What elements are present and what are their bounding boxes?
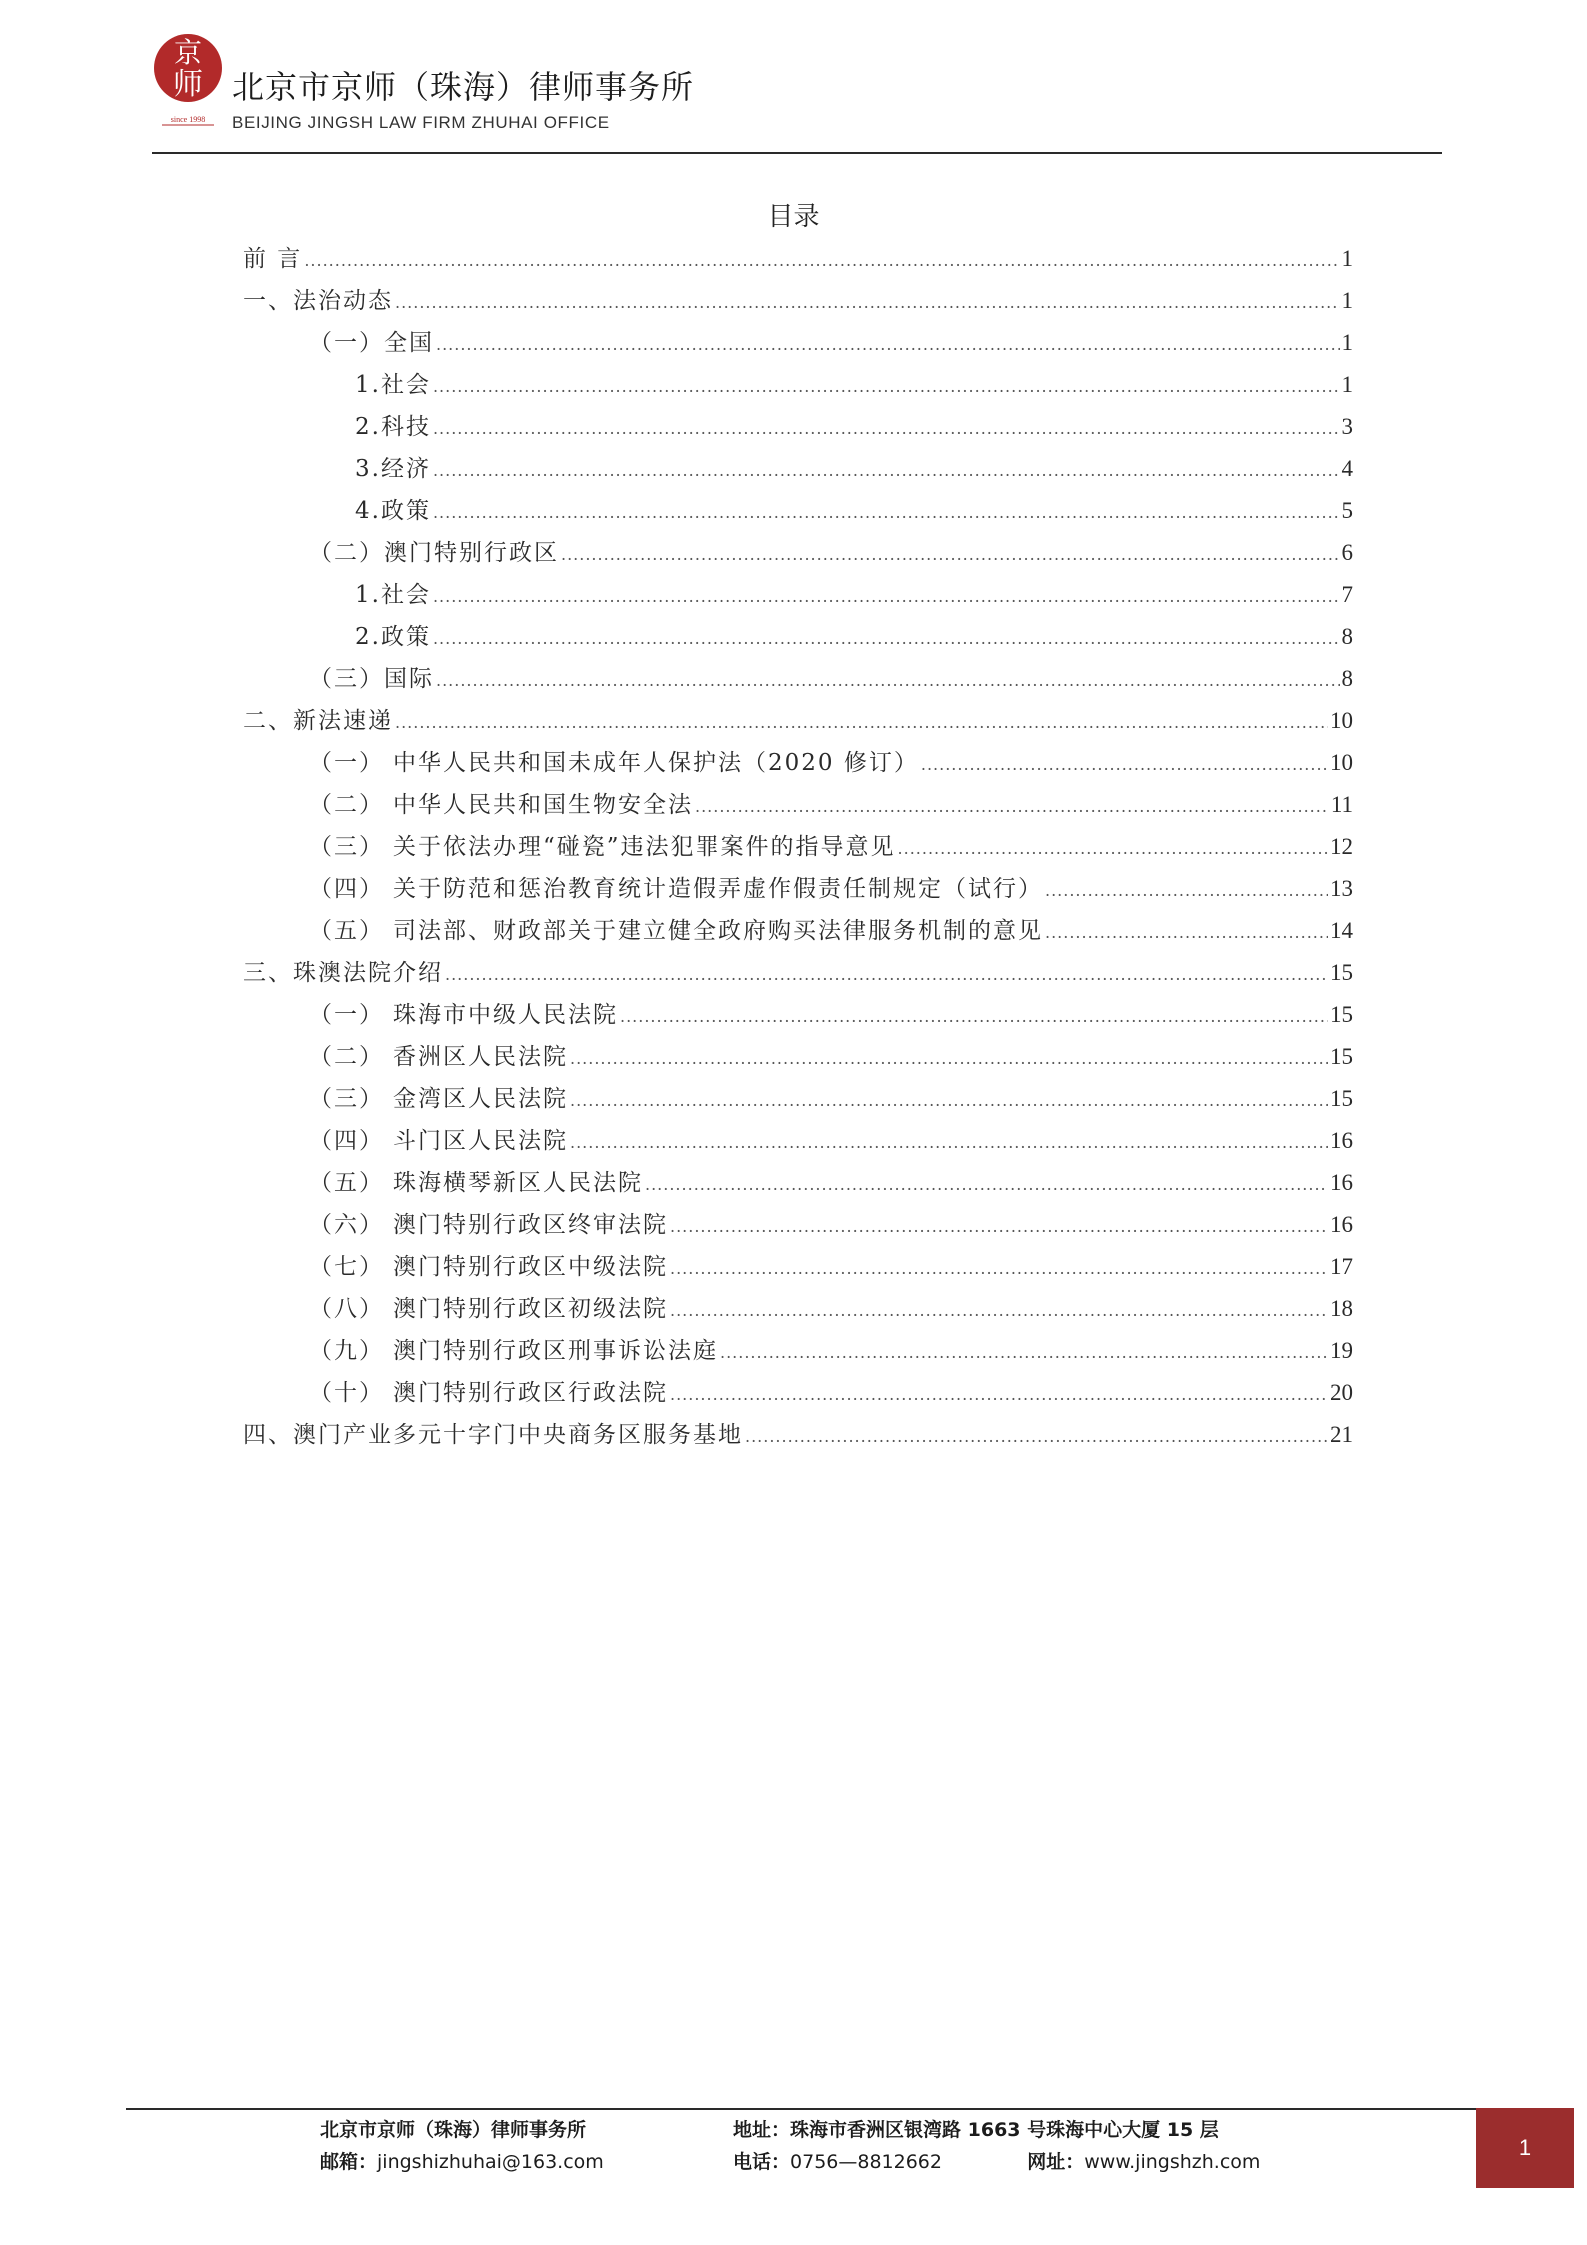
toc-entry-page: 1 [1341,330,1353,355]
toc-entry-label: 2.科技 [355,414,431,440]
toc-entry-number: （二） [309,1044,384,1070]
toc-dot-leader [570,1122,1328,1164]
footer-address-line [733,2114,1260,2146]
table-of-contents [243,238,1353,1456]
page-number: 1 [1518,2135,1532,2160]
footer-divider [126,2108,1476,2110]
toc-entry-page: 3 [1341,414,1353,439]
toc-dot-leader [304,240,1339,282]
toc-entry[interactable] [243,1162,1353,1204]
toc-entry-label: 前 言 [243,246,303,272]
footer-phone: 0756—8812662 [790,2151,942,2173]
toc-entry-label: （三）国际 [309,666,434,692]
toc-entry-page: 15 [1330,1002,1353,1027]
toc-entry-number: （七） [309,1254,384,1280]
toc-entry[interactable] [243,322,1353,364]
footer-firm-name: 北京市京师（珠海）律师事务所 [320,2119,587,2141]
toc-entry-label: 澳门特别行政区初级法院 [393,1296,668,1322]
toc-entry[interactable] [243,280,1353,322]
logo-since: since 1998 [170,115,206,124]
firm-name-en: BEIJING JINGSH LAW FIRM ZHUHAI OFFICE [232,113,610,132]
toc-dot-leader [670,1248,1328,1290]
toc-entry-number: （六） [309,1212,384,1238]
toc-dot-leader [433,618,1340,660]
toc-entry[interactable] [243,490,1353,532]
toc-dot-leader [433,408,1340,450]
toc-entry[interactable] [243,1288,1353,1330]
toc-entry-page: 15 [1330,960,1353,985]
toc-entry-number: （五） [309,1170,384,1196]
toc-entry-page: 15 [1330,1086,1353,1111]
toc-entry-label: 1.社会 [355,372,431,398]
toc-dot-leader [570,1038,1328,1080]
toc-entry[interactable] [243,1372,1353,1414]
toc-entry-label: 香洲区人民法院 [393,1044,568,1070]
toc-entry[interactable] [243,448,1353,490]
toc-dot-leader [1045,912,1328,954]
toc-dot-leader [436,324,1340,366]
toc-entry[interactable] [243,1078,1353,1120]
toc-entry-page: 16 [1330,1170,1353,1195]
toc-dot-leader [433,450,1340,492]
toc-dot-leader [745,1416,1328,1458]
footer-email-line [320,2146,604,2178]
toc-entry[interactable] [243,700,1353,742]
toc-entry-number: （三） [309,1086,384,1112]
toc-entry-page: 8 [1341,666,1353,691]
toc-dot-leader [670,1290,1328,1332]
toc-entry[interactable] [243,1120,1353,1162]
toc-dot-leader [445,954,1328,996]
toc-entry-label: （二）澳门特别行政区 [309,540,559,566]
toc-entry-page: 1 [1341,246,1353,271]
footer-left [320,2114,604,2178]
toc-entry-number: （一） [309,1002,384,1028]
toc-dot-leader [395,702,1328,744]
footer-address-label: 地址： [733,2119,791,2141]
toc-entry-page: 19 [1330,1338,1353,1363]
toc-entry[interactable] [243,910,1353,952]
toc-entry[interactable] [243,1330,1353,1372]
footer-email[interactable]: jingshizhuhai@163.com [377,2151,604,2173]
page-number-box [1476,2108,1574,2188]
toc-entry-number: （八） [309,1296,384,1322]
toc-entry-label: 中华人民共和国未成年人保护法（2020 修订） [393,750,919,776]
toc-dot-leader [1045,870,1328,912]
toc-entry-label: 珠海横琴新区人民法院 [393,1170,643,1196]
toc-entry[interactable] [243,1414,1353,1456]
toc-entry-number: （十） [309,1380,384,1406]
toc-entry-page: 16 [1330,1128,1353,1153]
toc-entry[interactable] [243,826,1353,868]
toc-entry-number: （三） [309,834,384,860]
toc-entry-page: 21 [1330,1422,1353,1447]
toc-entry-label: 二、新法速递 [243,708,393,734]
footer-right [733,2114,1260,2178]
footer-phone-label: 电话： [733,2151,791,2173]
toc-dot-leader [433,366,1340,408]
footer-contact-line [733,2146,1260,2178]
toc-entry-label: 2.政策 [355,624,431,650]
toc-dot-leader [561,534,1340,576]
toc-entry-page: 20 [1330,1380,1353,1405]
footer-website[interactable]: www.jingshzh.com [1084,2151,1261,2173]
toc-entry[interactable] [243,952,1353,994]
toc-dot-leader [670,1374,1328,1416]
toc-entry-label: 三、珠澳法院介绍 [243,960,443,986]
toc-entry-number: （五） [309,918,384,944]
toc-entry-number: （九） [309,1338,384,1364]
toc-entry[interactable] [243,1204,1353,1246]
toc-entry-label: （一）全国 [309,330,434,356]
toc-dot-leader [620,996,1328,1038]
toc-entry-label: 关于防范和惩治教育统计造假弄虚作假责任制规定（试行） [393,876,1043,902]
toc-entry-page: 7 [1341,582,1353,607]
toc-entry-label: 司法部、财政部关于建立健全政府购买法律服务机制的意见 [393,918,1043,944]
toc-dot-leader [645,1164,1328,1206]
toc-entry[interactable] [243,784,1353,826]
toc-entry-page: 5 [1341,498,1353,523]
toc-entry-page: 10 [1330,708,1353,733]
toc-dot-leader [433,492,1340,534]
toc-entry[interactable] [243,868,1353,910]
toc-entry-page: 4 [1341,456,1353,481]
toc-entry-label: 一、法治动态 [243,288,393,314]
header-divider [152,152,1442,154]
firm-logo [152,28,224,132]
toc-entry[interactable] [243,574,1353,616]
toc-entry-number: （一） [309,750,384,776]
toc-entry-label: 4.政策 [355,498,431,524]
toc-entry-label: 金湾区人民法院 [393,1086,568,1112]
toc-entry-page: 11 [1330,792,1353,817]
toc-entry[interactable] [243,1246,1353,1288]
toc-entry-label: 澳门特别行政区行政法院 [393,1380,668,1406]
toc-dot-leader [898,828,1328,870]
toc-entry-label: 3.经济 [355,456,431,482]
toc-entry-page: 8 [1341,624,1353,649]
toc-dot-leader [921,744,1328,786]
firm-name-block [232,62,694,133]
toc-entry-page: 15 [1330,1044,1353,1069]
toc-entry-page: 12 [1330,834,1353,859]
toc-entry[interactable] [243,658,1353,700]
toc-entry-page: 1 [1341,372,1353,397]
toc-entry-label: 珠海市中级人民法院 [393,1002,618,1028]
firm-name-cn: 北京市京师（珠海）律师事务所 [232,68,695,106]
toc-entry-page: 10 [1330,750,1353,775]
toc-entry[interactable] [243,742,1353,784]
toc-entry-label: 澳门特别行政区刑事诉讼法庭 [393,1338,718,1364]
footer-website-label: 网址： [1027,2151,1085,2173]
logo-glyph-top: 京 [173,36,203,69]
toc-entry-page: 13 [1330,876,1353,901]
toc-entry[interactable] [243,406,1353,448]
toc-entry-label: 四、澳门产业多元十字门中央商务区服务基地 [243,1422,743,1448]
page-header [152,28,1442,154]
toc-entry-number: （二） [309,792,384,818]
toc-entry-page: 6 [1341,540,1353,565]
footer-email-label: 邮箱： [320,2151,378,2173]
toc-dot-leader [695,786,1329,828]
toc-dot-leader [570,1080,1328,1122]
toc-entry-page: 17 [1330,1254,1353,1279]
toc-entry[interactable] [243,994,1353,1036]
toc-dot-leader [436,660,1340,702]
toc-entry-label: 1.社会 [355,582,431,608]
toc-entry[interactable] [243,616,1353,658]
toc-entry-label: 关于依法办理“碰瓷”违法犯罪案件的指导意见 [393,834,896,860]
toc-entry-page: 18 [1330,1296,1353,1321]
toc-entry-label: 澳门特别行政区终审法院 [393,1212,668,1238]
toc-entry-number: （四） [309,876,384,902]
toc-entry[interactable] [243,364,1353,406]
toc-entry[interactable] [243,1036,1353,1078]
toc-entry[interactable] [243,238,1353,280]
toc-entry-page: 16 [1330,1212,1353,1237]
toc-entry-label: 中华人民共和国生物安全法 [393,792,693,818]
toc-entry-label: 斗门区人民法院 [393,1128,568,1154]
toc-dot-leader [433,576,1340,618]
logo-glyph-bottom: 师 [173,67,203,102]
toc-entry[interactable] [243,532,1353,574]
footer-address: 珠海市香洲区银湾路 1663 号珠海中心大厦 15 层 [790,2119,1219,2141]
toc-dot-leader [720,1332,1328,1374]
toc-entry-label: 澳门特别行政区中级法院 [393,1254,668,1280]
toc-dot-leader [395,282,1340,324]
toc-title: 目录 [767,202,820,232]
toc-entry-number: （四） [309,1128,384,1154]
toc-entry-page: 14 [1330,918,1353,943]
toc-dot-leader [670,1206,1328,1248]
toc-entry-page: 1 [1341,288,1353,313]
